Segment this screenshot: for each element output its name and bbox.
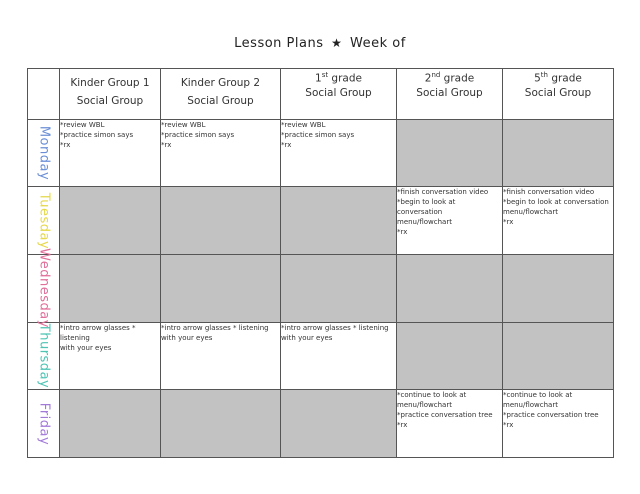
cell-friday-2nd-grade[interactable] [397,390,503,458]
column-subtitle: Social Group [524,86,592,99]
note: *review WBL [161,120,206,129]
note: *practice conversation tree [503,411,599,420]
note: *continue to look at [503,391,573,400]
note: *practice simon says [281,130,355,139]
cell-monday-2nd-grade-blank [397,119,503,187]
column-header-2nd-grade [397,69,503,120]
note: *practice conversation tree [397,411,493,420]
note: *rx [281,140,292,149]
column-title [397,71,502,85]
cell-thursday-2nd-grade-blank [397,322,503,390]
cell-wednesday-1st-grade-blank [281,254,397,322]
grade-number: 1 [315,72,322,85]
note: menu/flowchart [503,401,558,410]
note: *intro arrow glasses * listening [281,323,389,332]
grade-suffix: st [321,71,329,79]
grade-number: 2 [424,72,432,85]
day-label-tuesday: Tuesday [36,192,51,249]
title-right: Week of [350,36,406,51]
cell-thursday-kinder-2[interactable] [161,322,281,390]
cell-tuesday-kinder-2-blank [161,187,281,255]
title-left: Lesson Plans [234,36,324,51]
cell-thursday-5th-grade-blank [503,322,614,390]
cell-friday-kinder-2-blank [161,390,281,458]
note: *rx [161,140,172,149]
cell-thursday-1st-grade[interactable] [281,322,397,390]
note: *intro arrow glasses * listening [60,323,136,342]
cell-wednesday-5th-grade-blank [503,254,614,322]
grade-word: grade [440,72,475,85]
day-label-wednesday: Wednesday [36,248,51,329]
cell-tuesday-kinder-1-blank [60,187,161,255]
grade-suffix: nd [431,71,441,79]
grade-suffix: th [540,71,548,79]
note: *finish conversation video [397,188,489,197]
note: menu/flowchart [397,401,452,410]
cell-friday-5th-grade[interactable] [503,390,614,458]
note: *rx [397,421,408,430]
cell-monday-kinder-1[interactable] [60,119,161,187]
day-cell-wednesday [28,248,60,329]
cell-monday-5th-grade-blank [503,119,614,187]
note: *review WBL [281,120,326,129]
grade-word: grade [328,72,362,85]
note: menu/flowchart [397,218,452,227]
note: *rx [503,218,514,227]
note: *practice simon says [161,130,235,139]
page-title [0,36,640,51]
column-header-1st-grade [281,69,397,120]
note: *rx [503,421,514,430]
row-friday [28,390,614,458]
day-label-monday: Monday [36,125,51,181]
column-header-kinder-2 [161,69,281,120]
cell-monday-kinder-2[interactable] [161,119,281,187]
column-subtitle: Social Group [187,95,254,107]
cell-tuesday-5th-grade[interactable] [503,187,614,255]
column-title: Kinder Group 2 [180,77,261,89]
cell-tuesday-1st-grade-blank [281,187,397,255]
note: *rx [60,140,71,149]
row-monday [28,119,614,187]
column-title: Kinder Group 1 [70,77,150,89]
day-cell-monday [28,119,60,187]
grade-word: grade [547,72,582,85]
column-subtitle: Social Group [416,86,483,99]
row-tuesday [28,187,614,255]
day-cell-friday [28,390,60,458]
cell-friday-kinder-1-blank [60,390,161,458]
note: *begin to look at conversation [503,198,609,207]
cell-tuesday-2nd-grade[interactable] [397,187,503,255]
cell-thursday-kinder-1[interactable] [60,322,161,390]
column-subtitle: Social Group [76,95,144,107]
column-title [281,71,396,85]
column-header-kinder-1 [60,69,161,120]
column-header-5th-grade [503,69,614,120]
note: with your eyes [281,333,333,342]
corner-cell [28,69,60,120]
note: with your eyes [161,333,213,342]
note: *intro arrow glasses * listening [161,323,269,332]
column-subtitle: Social Group [305,86,372,99]
note: *practice simon says [60,130,134,139]
note: *continue to look at [397,391,467,400]
day-label-thursday: Thursday [36,323,51,389]
note: *rx [397,228,408,237]
header-row [28,69,614,120]
note: *review WBL [60,120,105,129]
cell-monday-1st-grade[interactable] [281,119,397,187]
day-cell-thursday [28,322,60,390]
cell-wednesday-kinder-1-blank [60,254,161,322]
day-label-friday: Friday [36,402,51,445]
note: *begin to look at conversation [397,198,456,217]
column-title [503,71,613,85]
note: *finish conversation video [503,188,595,197]
day-cell-tuesday [28,187,60,255]
grade-number: 5 [534,72,541,85]
note: menu/flowchart [503,208,558,217]
star-icon: ★ [331,36,343,50]
lesson-plan-table [27,68,614,458]
row-wednesday [28,254,614,322]
cell-friday-1st-grade-blank [281,390,397,458]
cell-wednesday-kinder-2-blank [161,254,281,322]
cell-wednesday-2nd-grade-blank [397,254,503,322]
row-thursday [28,322,614,390]
note: with your eyes [60,343,112,352]
